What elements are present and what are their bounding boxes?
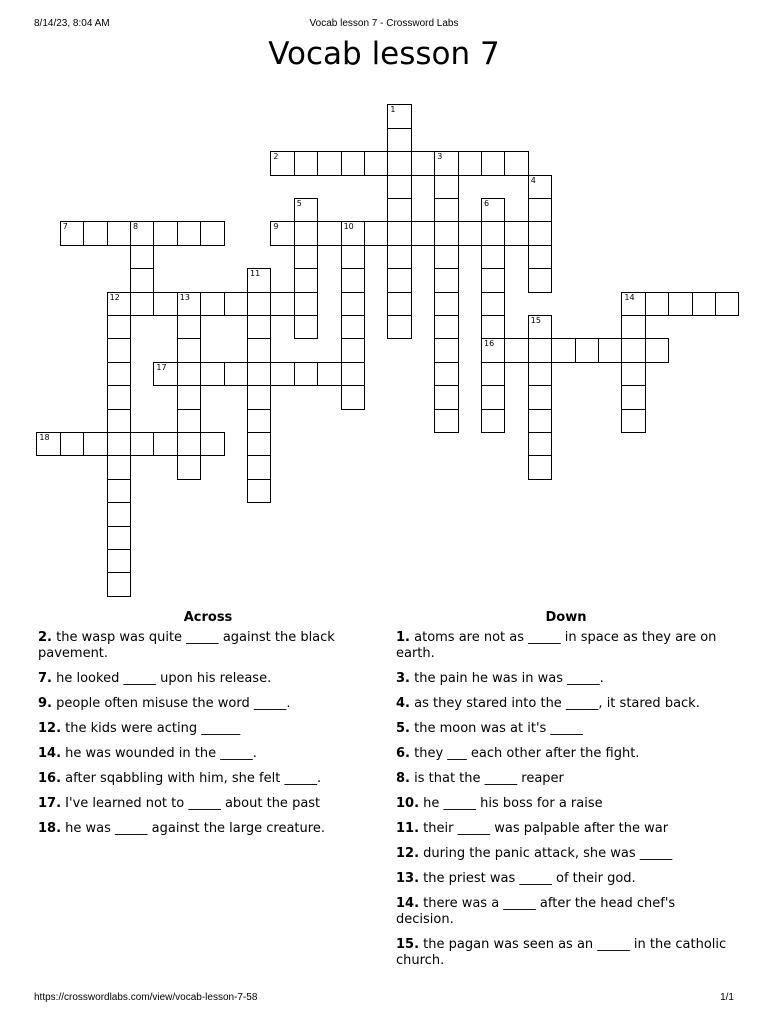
grid-cell[interactable]: [434, 175, 458, 199]
grid-cell[interactable]: [130, 245, 154, 269]
grid-cell[interactable]: [247, 455, 271, 479]
grid-cell[interactable]: [528, 409, 552, 433]
clue-text: he was _____ against the large creature.: [65, 821, 325, 836]
grid-cell[interactable]: [177, 455, 201, 479]
cell-number: 18: [39, 433, 50, 442]
grid-cell[interactable]: [481, 362, 505, 386]
grid-cell[interactable]: [177, 292, 201, 316]
clue-number: 5.: [396, 721, 410, 736]
grid-cell[interactable]: [107, 572, 131, 596]
clue-number: 7.: [38, 671, 52, 686]
clue-text: the moon was at it's _____: [414, 721, 583, 736]
grid-cell[interactable]: [434, 221, 458, 245]
grid-cell[interactable]: [341, 385, 365, 409]
grid-cell[interactable]: [481, 315, 505, 339]
cell-number: 11: [250, 269, 261, 279]
grid-cell[interactable]: [387, 104, 411, 128]
grid-cell[interactable]: [153, 432, 177, 456]
grid-cell[interactable]: [434, 385, 458, 409]
grid-cell[interactable]: [645, 292, 669, 316]
grid-cell[interactable]: [387, 268, 411, 292]
page-title: Vocab lesson 7: [268, 36, 500, 72]
grid-cell[interactable]: [153, 362, 177, 386]
grid-cell[interactable]: [247, 292, 271, 316]
grid-cell[interactable]: [177, 362, 201, 386]
grid-cell[interactable]: [130, 292, 154, 316]
grid-cell[interactable]: [434, 362, 458, 386]
across-clue: [38, 696, 378, 712]
grid-cell[interactable]: [458, 151, 482, 175]
grid-cell[interactable]: [387, 221, 411, 245]
grid-cell[interactable]: [528, 268, 552, 292]
grid-cell[interactable]: [341, 151, 365, 175]
grid-cell[interactable]: [247, 268, 271, 292]
clue-text: the pain he was in was _____.: [414, 671, 604, 686]
cell-number: 15: [530, 316, 541, 325]
grid-cell[interactable]: [247, 479, 271, 503]
grid-cell[interactable]: [294, 315, 318, 339]
print-datetime: 8/14/23, 8:04 AM: [34, 18, 110, 29]
down-clue: [396, 846, 736, 862]
clue-text: he was wounded in the _____.: [65, 746, 257, 761]
grid-cell[interactable]: [528, 315, 552, 339]
grid-cell[interactable]: [387, 245, 411, 269]
grid-cell[interactable]: [364, 151, 388, 175]
cell-number: 10: [343, 222, 354, 232]
grid-cell[interactable]: [107, 432, 131, 456]
grid-cell[interactable]: [177, 385, 201, 409]
grid-cell[interactable]: [60, 221, 84, 245]
grid-cell[interactable]: [130, 432, 154, 456]
grid-cell[interactable]: [528, 245, 552, 269]
grid-cell[interactable]: [341, 362, 365, 386]
grid-cell[interactable]: [247, 362, 271, 386]
grid-cell[interactable]: [598, 338, 622, 362]
cell-number: 6: [484, 199, 490, 208]
clue-number: 14.: [38, 746, 62, 761]
grid-cell[interactable]: [153, 221, 177, 245]
down-clue: [396, 746, 736, 762]
cell-number: 16: [484, 339, 495, 349]
cell-number: 14: [624, 292, 635, 302]
across-clue: [38, 671, 378, 687]
grid-cell[interactable]: [270, 221, 294, 245]
grid-cell[interactable]: [481, 198, 505, 222]
grid-cell[interactable]: [224, 292, 248, 316]
grid-cell[interactable]: [434, 268, 458, 292]
clue-text: there was a _____ after the head chef's decision.: [396, 896, 676, 927]
grid-cell[interactable]: [528, 338, 552, 362]
clue-number: 3.: [396, 671, 410, 686]
cell-number: 1: [390, 105, 396, 115]
grid-cell[interactable]: [107, 385, 131, 409]
clue-text: after sqabbling with him, she felt _____.: [65, 771, 322, 786]
cell-number: 4: [530, 175, 536, 185]
cell-number: 9: [273, 222, 279, 232]
across-clues: [38, 610, 378, 846]
down-clue: [396, 671, 736, 687]
clue-number: 10.: [396, 796, 420, 811]
down-clue: [396, 821, 736, 837]
grid-cell[interactable]: [621, 385, 645, 409]
cell-number: 7: [62, 222, 68, 232]
clue-number: 6.: [396, 746, 410, 761]
down-clue: [396, 696, 736, 712]
grid-cell[interactable]: [411, 151, 435, 175]
grid-cell[interactable]: [317, 362, 341, 386]
grid-cell[interactable]: [130, 221, 154, 245]
grid-cell[interactable]: [247, 409, 271, 433]
print-document-title: Vocab lesson 7 - Crossword Labs: [309, 18, 459, 29]
grid-cell[interactable]: [153, 292, 177, 316]
grid-cell[interactable]: [434, 315, 458, 339]
grid-cell[interactable]: [107, 409, 131, 433]
clue-text: he looked _____ upon his release.: [56, 671, 272, 686]
grid-cell[interactable]: [481, 151, 505, 175]
clue-text: they ___ each other after the fight.: [414, 746, 640, 761]
grid-cell[interactable]: [528, 455, 552, 479]
down-clue: [396, 896, 736, 928]
clue-number: 12.: [396, 846, 420, 861]
grid-cell[interactable]: [411, 221, 435, 245]
grid-cell[interactable]: [341, 268, 365, 292]
grid-cell[interactable]: [294, 198, 318, 222]
grid-cell[interactable]: [341, 221, 365, 245]
grid-cell[interactable]: [270, 151, 294, 175]
across-clue-list: [38, 630, 378, 837]
cell-number: 2: [273, 152, 279, 162]
grid-cell[interactable]: [341, 245, 365, 269]
grid-cell[interactable]: [107, 362, 131, 386]
down-clue: [396, 721, 736, 737]
grid-cell[interactable]: [247, 338, 271, 362]
cell-number: 3: [437, 152, 443, 162]
grid-cell[interactable]: [107, 479, 131, 503]
grid-cell[interactable]: [504, 338, 528, 362]
grid-cell[interactable]: [294, 268, 318, 292]
grid-cell[interactable]: [481, 292, 505, 316]
grid-cell[interactable]: [481, 268, 505, 292]
grid-cell[interactable]: [528, 362, 552, 386]
clue-number: 15.: [396, 937, 420, 952]
grid-cell[interactable]: [294, 245, 318, 269]
grid-cell[interactable]: [528, 198, 552, 222]
clue-text: he _____ his boss for a raise: [423, 796, 603, 811]
grid-cell[interactable]: [107, 549, 131, 573]
grid-cell[interactable]: [504, 221, 528, 245]
clue-text: I've learned not to _____ about the past: [65, 796, 321, 811]
grid-cell[interactable]: [294, 362, 318, 386]
grid-cell[interactable]: [621, 292, 645, 316]
down-clue-list: [396, 630, 736, 969]
across-clue: [38, 746, 378, 762]
grid-cell[interactable]: [481, 409, 505, 433]
clue-number: 1.: [396, 630, 410, 645]
grid-cell[interactable]: [341, 292, 365, 316]
grid-cell[interactable]: [177, 315, 201, 339]
grid-cell[interactable]: [317, 151, 341, 175]
grid-cell[interactable]: [481, 221, 505, 245]
clue-number: 18.: [38, 821, 62, 836]
grid-cell[interactable]: [107, 526, 131, 550]
grid-cell[interactable]: [83, 432, 107, 456]
cell-number: 12: [109, 292, 120, 302]
clue-number: 16.: [38, 771, 62, 786]
clue-text: atoms are not as _____ in space as they are on earth.: [396, 630, 717, 661]
grid-cell[interactable]: [247, 385, 271, 409]
grid-cell[interactable]: [270, 362, 294, 386]
clue-text: is that the _____ reaper: [414, 771, 564, 786]
clue-text: their _____ was palpable after the war: [423, 821, 669, 836]
grid-cell[interactable]: [621, 338, 645, 362]
grid-cell[interactable]: [387, 292, 411, 316]
grid-cell[interactable]: [434, 245, 458, 269]
grid-cell[interactable]: [668, 292, 692, 316]
grid-cell[interactable]: [528, 385, 552, 409]
grid-cell[interactable]: [621, 409, 645, 433]
grid-cell[interactable]: [387, 175, 411, 199]
across-clue: [38, 721, 378, 737]
grid-cell[interactable]: [200, 432, 224, 456]
grid-cell[interactable]: [200, 292, 224, 316]
grid-cell[interactable]: [107, 315, 131, 339]
grid-cell[interactable]: [130, 268, 154, 292]
down-heading: Down: [545, 610, 587, 625]
clue-number: 12.: [38, 721, 62, 736]
grid-cell[interactable]: [387, 315, 411, 339]
grid-cell[interactable]: [317, 221, 341, 245]
grid-cell[interactable]: [645, 338, 669, 362]
clue-number: 17.: [38, 796, 62, 811]
cell-number: 13: [179, 292, 190, 302]
grid-cell[interactable]: [715, 292, 739, 316]
grid-cell[interactable]: [387, 128, 411, 152]
print-url: https://crosswordlabs.com/view/vocab-lesson-7-58: [34, 992, 258, 1003]
grid-cell[interactable]: [387, 198, 411, 222]
clue-text: the kids were acting ______: [65, 721, 241, 736]
grid-cell[interactable]: [200, 362, 224, 386]
clue-number: 11.: [396, 821, 420, 836]
clue-text: during the panic attack, she was _____: [423, 846, 673, 861]
grid-cell[interactable]: [60, 432, 84, 456]
clue-number: 2.: [38, 630, 52, 645]
grid-cell[interactable]: [270, 292, 294, 316]
down-clue: [396, 871, 736, 887]
clue-number: 13.: [396, 871, 420, 886]
down-clues: [396, 610, 736, 978]
down-clue: [396, 630, 736, 662]
clue-number: 4.: [396, 696, 410, 711]
grid-cell[interactable]: [107, 502, 131, 526]
grid-cell[interactable]: [692, 292, 716, 316]
grid-cell[interactable]: [528, 221, 552, 245]
print-page-number: 1/1: [720, 992, 734, 1003]
grid-cell[interactable]: [481, 245, 505, 269]
grid-cell[interactable]: [107, 221, 131, 245]
clue-text: the priest was _____ of their god.: [423, 871, 636, 886]
grid-cell[interactable]: [177, 221, 201, 245]
clue-text: the wasp was quite _____ against the black pavement.: [38, 630, 335, 661]
grid-cell[interactable]: [504, 151, 528, 175]
grid-cell[interactable]: [528, 432, 552, 456]
grid-cell[interactable]: [83, 221, 107, 245]
grid-cell[interactable]: [434, 409, 458, 433]
grid-cell[interactable]: [458, 221, 482, 245]
grid-cell[interactable]: [434, 198, 458, 222]
grid-cell[interactable]: [200, 221, 224, 245]
grid-cell[interactable]: [364, 221, 388, 245]
grid-cell[interactable]: [247, 432, 271, 456]
clue-number: 8.: [396, 771, 410, 786]
across-clue: [38, 821, 378, 837]
clue-text: people often misuse the word _____.: [56, 696, 291, 711]
grid-cell[interactable]: [177, 409, 201, 433]
grid-cell[interactable]: [481, 385, 505, 409]
across-clue: [38, 771, 378, 787]
across-clue: [38, 630, 378, 662]
grid-cell[interactable]: [177, 338, 201, 362]
grid-cell[interactable]: [621, 362, 645, 386]
grid-cell[interactable]: [294, 292, 318, 316]
grid-cell[interactable]: [575, 338, 599, 362]
grid-cell[interactable]: [434, 292, 458, 316]
grid-cell[interactable]: [177, 432, 201, 456]
grid-cell[interactable]: [107, 338, 131, 362]
cell-number: 5: [296, 199, 302, 208]
down-clue: [396, 796, 736, 812]
cell-number: 17: [156, 362, 167, 372]
grid-cell[interactable]: [107, 455, 131, 479]
grid-cell[interactable]: [107, 292, 131, 316]
grid-cell[interactable]: [621, 315, 645, 339]
grid-cell[interactable]: [341, 315, 365, 339]
clue-number: 14.: [396, 896, 420, 911]
cell-number: 8: [133, 222, 139, 232]
clue-text: the pagan was seen as an _____ in the catholic church.: [396, 937, 727, 968]
grid-cell[interactable]: [294, 151, 318, 175]
grid-cell[interactable]: [434, 151, 458, 175]
across-clue: [38, 796, 378, 812]
grid-cell[interactable]: [481, 338, 505, 362]
grid-cell[interactable]: [434, 338, 458, 362]
grid-cell[interactable]: [551, 338, 575, 362]
clue-text: as they stared into the _____, it stared back.: [414, 696, 700, 711]
grid-cell[interactable]: [341, 338, 365, 362]
down-clue: [396, 937, 736, 969]
across-heading: Across: [183, 610, 233, 625]
clue-number: 9.: [38, 696, 52, 711]
grid-cell[interactable]: [247, 315, 271, 339]
grid-cell[interactable]: [224, 362, 248, 386]
grid-cell[interactable]: [36, 432, 60, 456]
grid-cell[interactable]: [528, 175, 552, 199]
grid-cell[interactable]: [294, 221, 318, 245]
grid-cell[interactable]: [387, 151, 411, 175]
down-clue: [396, 771, 736, 787]
